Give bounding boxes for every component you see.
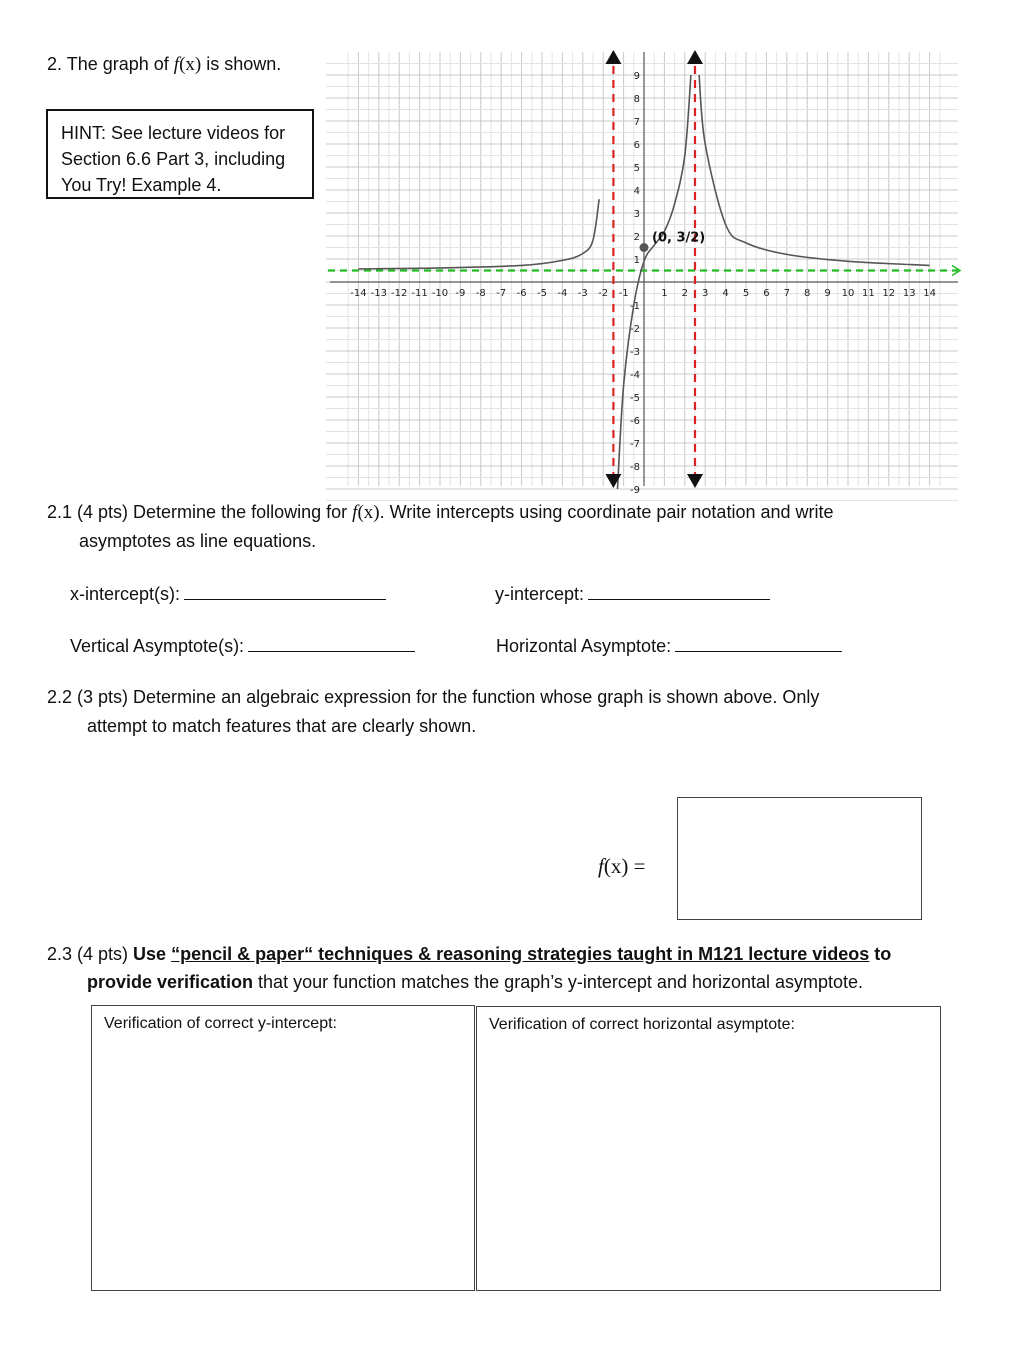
x-intercepts-label: x-intercept(s): — [70, 584, 181, 604]
y-intercept-field[interactable] — [495, 583, 770, 605]
x-tick-label: -2 — [598, 288, 609, 299]
section-2-2 — [47, 683, 1007, 741]
y-tick-label: -9 — [630, 485, 640, 496]
horizontal-asymptote-blank[interactable] — [675, 635, 842, 652]
y-tick-label: -8 — [630, 462, 640, 473]
s21-label: 2.1 (4 pts) Determine the following for — [47, 502, 348, 522]
s22-line-1: 2.2 (3 pts) Determine an algebraic expression for the function whose graph is shown above. Only — [47, 687, 820, 707]
x-tick-label: 7 — [783, 288, 790, 299]
hint-line-1: HINT: See lecture videos for — [61, 123, 286, 143]
x-tick-label: 5 — [742, 288, 750, 299]
x-tick-label: -4 — [557, 288, 568, 299]
s23-use: Use — [133, 944, 172, 964]
x-tick-label: 14 — [923, 288, 936, 299]
vertical-asymptotes-blank[interactable] — [248, 635, 415, 652]
x-tick-label: 4 — [722, 288, 729, 299]
asymptote-arrow-top-right — [687, 50, 703, 64]
verify-horizontal-asymptote-label: Verification of correct horizontal asymptote: — [489, 1016, 795, 1033]
verify-y-intercept-label: Verification of correct y-intercept: — [104, 1015, 337, 1032]
x-tick-label: -5 — [537, 288, 547, 299]
horizontal-asymptote-label: Horizontal Asymptote: — [496, 636, 672, 656]
x-tick-label: -10 — [431, 288, 449, 299]
x-tick-label: 10 — [841, 288, 855, 299]
s23-to: to — [869, 944, 892, 964]
y-tick-label: 2 — [633, 232, 640, 243]
vertical-asymptotes-field[interactable] — [70, 635, 415, 657]
question-number: 2. — [47, 54, 63, 74]
y-tick-label: -6 — [630, 416, 640, 427]
hint-line-2: Section 6.6 Part 3, including — [61, 149, 286, 169]
branch-right-curve — [699, 75, 930, 265]
verify-y-intercept-box[interactable] — [91, 1005, 475, 1291]
y-intercept-point-label: (0, 3/2) — [652, 230, 706, 246]
y-intercept-label: y-intercept: — [495, 584, 585, 604]
y-tick-label: 3 — [633, 209, 640, 220]
x-tick-label: -12 — [391, 288, 408, 299]
y-tick-label: 5 — [633, 163, 640, 174]
x-tick-label: -9 — [455, 288, 466, 299]
y-tick-label: 9 — [633, 71, 640, 82]
verify-horizontal-asymptote-box[interactable] — [476, 1006, 941, 1291]
y-tick-label: -1 — [630, 301, 640, 312]
x-tick-label: -7 — [496, 288, 507, 299]
y-intercept-point — [640, 243, 649, 252]
x-tick-label: -13 — [370, 288, 387, 299]
branch-left-curve — [358, 199, 599, 269]
x-tick-label: -6 — [516, 288, 527, 299]
horizontal-asymptote-field[interactable] — [496, 635, 842, 657]
x-tick-label: 6 — [763, 288, 770, 299]
y-tick-label: -2 — [630, 324, 640, 335]
y-tick-label: 1 — [633, 255, 640, 266]
s23-underlined: “pencil & paper“ techniques & reasoning strategies taught in M121 lecture videos — [171, 944, 870, 964]
answer-func-name: f — [598, 854, 604, 878]
section-2-3 — [47, 940, 1007, 996]
x-tick-label: -14 — [350, 288, 367, 299]
grid — [326, 52, 958, 501]
x-tick-label: 11 — [862, 288, 875, 299]
asymptote-arrow-top-left — [605, 50, 621, 64]
y-tick-label: 7 — [633, 117, 640, 128]
y-tick-label: 8 — [633, 94, 640, 105]
x-tick-label: -11 — [411, 288, 428, 299]
x-tick-label: 13 — [902, 288, 916, 299]
function-name: f — [173, 54, 180, 75]
y-tick-label: -4 — [630, 370, 640, 381]
answer-function-label — [598, 854, 645, 879]
question-title-post: is shown. — [206, 54, 282, 74]
vertical-asymptotes-label: Vertical Asymptote(s): — [70, 636, 245, 656]
hint-line-3: You Try! Example 4. — [61, 175, 222, 195]
answer-equals: = — [628, 854, 646, 878]
y-tick-label: 6 — [633, 140, 640, 151]
answer-func-arg: (x) — [603, 854, 629, 878]
x-tick-label: 2 — [681, 288, 688, 299]
function-graph — [326, 48, 962, 496]
s21-function-name: f — [352, 502, 358, 523]
asymptote-arrow-bottom-left — [605, 474, 621, 488]
x-tick-label: -3 — [577, 288, 588, 299]
question-title — [47, 54, 281, 76]
s23-line-2-bold: provide verification — [87, 972, 254, 992]
y-tick-label: -3 — [630, 347, 640, 358]
s21-after: . Write intercepts using coordinate pair notation and write — [379, 502, 834, 522]
x-tick-label: 9 — [824, 288, 831, 299]
asymptote-arrow-bottom-right — [687, 474, 703, 488]
x-tick-label: 3 — [702, 288, 709, 299]
x-tick-label: -1 — [618, 288, 629, 299]
y-tick-label: -5 — [630, 393, 640, 404]
s22-line-2: attempt to match features that are clearly shown. — [87, 716, 477, 736]
s23-line-2-rest: that your function matches the graph’s y-intercept and horizontal asymptote. — [253, 972, 864, 992]
question-title-pre: The graph of — [66, 54, 169, 74]
section-2-1 — [47, 498, 1007, 556]
y-intercept-blank[interactable] — [588, 583, 770, 600]
y-tick-label: -7 — [630, 439, 640, 450]
answer-box[interactable] — [677, 797, 922, 920]
x-tick-label: 8 — [804, 288, 811, 299]
x-tick-label: -8 — [475, 288, 486, 299]
s23-prefix: 2.3 (4 pts) — [47, 944, 134, 964]
x-intercepts-blank[interactable] — [184, 583, 386, 600]
x-tick-label: 12 — [882, 288, 896, 299]
x-intercepts-field[interactable] — [70, 583, 386, 605]
s21-line-2: asymptotes as line equations. — [79, 531, 317, 551]
s21-function-arg: (x) — [357, 502, 380, 523]
y-tick-label: 4 — [633, 186, 640, 197]
x-tick-label: 1 — [661, 288, 668, 299]
function-arg: (x) — [179, 54, 202, 75]
hint-box — [46, 109, 314, 199]
